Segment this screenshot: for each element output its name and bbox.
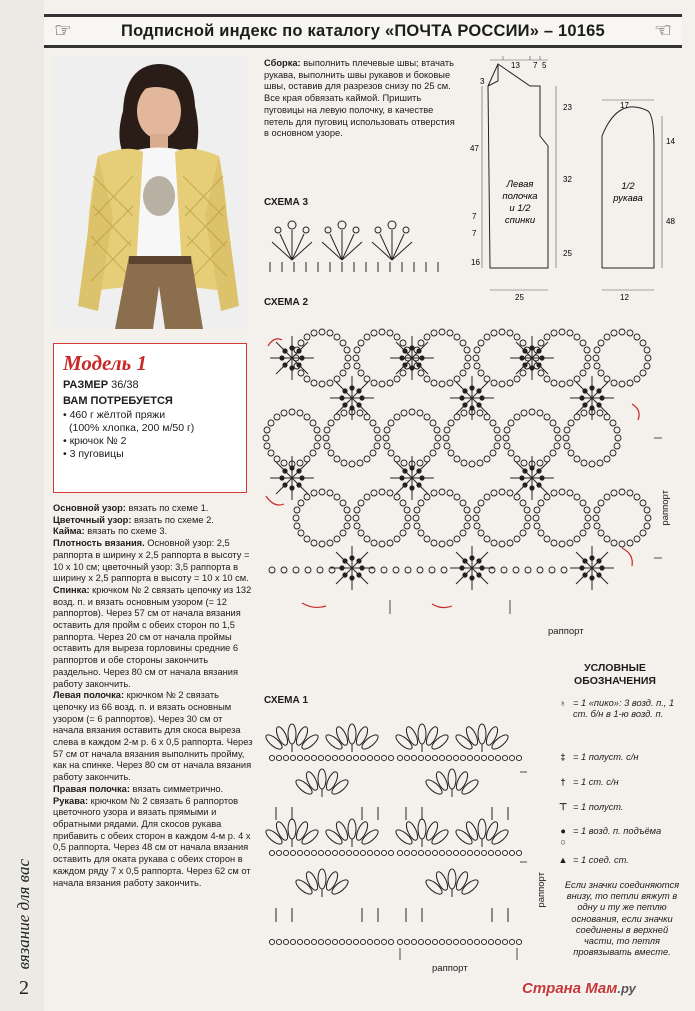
dim-top: 3 bbox=[480, 77, 485, 86]
sleeve-dim: 48 bbox=[666, 217, 675, 226]
instr-density-label: Плотность вязания. bbox=[53, 538, 145, 549]
watermark-site: Страна Мам bbox=[522, 980, 618, 997]
instr-right-text: вязать симметрично. bbox=[129, 783, 224, 794]
instructions-text bbox=[53, 503, 253, 889]
dim-left: 7 bbox=[472, 229, 477, 238]
legend-text: = 1 «пико»: 3 возд. п., 1 ст. б/н в 1-ю возд. п. bbox=[573, 698, 675, 719]
scheme-1-label: СХЕМА 1 bbox=[264, 695, 309, 706]
instr-back bbox=[53, 585, 253, 690]
sleeve-dim: 17 bbox=[620, 101, 629, 110]
model-title: Модель 1 bbox=[63, 351, 147, 375]
instr-flower-label: Цветочный узор: bbox=[53, 514, 132, 525]
model-photo-illustration bbox=[53, 56, 248, 329]
panel-label: спинки bbox=[504, 215, 536, 226]
scheme-3-chart bbox=[262, 210, 462, 274]
sleeve-label: рукава bbox=[613, 193, 643, 204]
instr-edge-text: вязать по схеме 3. bbox=[84, 526, 168, 537]
sleeve-dim: 14 bbox=[666, 137, 675, 146]
scheme-1-chart bbox=[262, 712, 527, 962]
pointing-hand-left-icon: ☜ bbox=[654, 20, 672, 42]
panel-label: и 1/2 bbox=[509, 203, 531, 214]
instr-sleeve-label: Рукава: bbox=[53, 795, 89, 806]
panel-label: полочка bbox=[502, 191, 538, 202]
legend-text: = 1 возд. п. подъёма bbox=[573, 826, 662, 836]
instr-left bbox=[53, 690, 253, 784]
model-photo bbox=[53, 56, 248, 329]
materials-list bbox=[63, 409, 237, 461]
instr-edge-label: Кайма: bbox=[53, 526, 85, 537]
half-double-crochet-icon: ‡ bbox=[560, 752, 566, 762]
scheme-3-label: СХЕМА 3 bbox=[264, 197, 309, 208]
page-number: 2 bbox=[19, 977, 29, 999]
legend-text: = 1 ст. с/н bbox=[573, 777, 619, 787]
panel-label: Левая bbox=[506, 179, 534, 190]
instr-right bbox=[53, 784, 253, 796]
dim-left: 16 bbox=[471, 258, 480, 267]
watermark bbox=[522, 980, 636, 997]
instr-left-text: крючком № 2 связать цепочку из 66 возд. п. и вязать основным узором (= 6 раппортов). Через 30 см от начала вязания оставить для скоса выреза слева в каждом 2-м р. 6 х 0,5 раппорта. Через 57 см от начала вязания выполнить пройму, как на спинке. Через 80 см от начала вязания работу закончить. bbox=[53, 690, 253, 783]
instr-flower bbox=[53, 515, 253, 527]
pointing-hand-icon: ☞ bbox=[54, 20, 72, 42]
legend-text: = 1 соед. ст. bbox=[573, 855, 629, 865]
instr-basic-label: Основной узор: bbox=[53, 503, 126, 513]
dim-bottom: 25 bbox=[515, 293, 524, 302]
dim-right: 25 bbox=[563, 249, 572, 258]
instr-left-label: Левая полочка: bbox=[53, 690, 125, 701]
instr-back-label: Спинка: bbox=[53, 584, 90, 595]
materials-item: • 3 пуговицы bbox=[63, 448, 124, 460]
dim-right: 23 bbox=[563, 103, 572, 112]
slip-stitch-icon: ▲ bbox=[558, 855, 568, 865]
size-label: РАЗМЕР bbox=[63, 379, 109, 391]
size-line bbox=[63, 379, 237, 391]
size-value: 36/38 bbox=[111, 379, 139, 391]
model-info-box bbox=[53, 343, 247, 493]
instr-right-label: Правая полочка: bbox=[53, 783, 130, 794]
scheme-2-rapport-vertical: раппорт bbox=[660, 490, 671, 526]
assembly-text bbox=[264, 58, 460, 140]
sleeve-label: 1/2 bbox=[621, 181, 635, 192]
scheme-1-rapport-horizontal: раппорт bbox=[432, 963, 468, 974]
dim-left: 47 bbox=[470, 144, 479, 153]
instr-density-text: Основной узор: 2,5 раппорта в ширину х 2,5 раппорта в высоту = 10 х 10 см; цветочный узор: 3,5 раппорта в ширину х 2,5 раппорта в высоту = 10 х 10 см. bbox=[53, 538, 250, 584]
legend-text: = 1 полуст. с/н bbox=[573, 752, 639, 762]
assembly-body: выполнить плечевые швы; втачать рукава, выполнить швы рукавов и боковые швы, оставив для разрезов снизу по 25 см. Все края обвязать каймой. Пришить пуговицы на левую полочку, в качестве петель для пуговиц использовать отверстия в основном узоре. bbox=[264, 58, 455, 139]
dim-top: 7 bbox=[533, 61, 538, 70]
double-crochet-icon: † bbox=[560, 777, 566, 787]
instr-basic-text: вязать по схеме 1. bbox=[125, 503, 209, 513]
materials-item: (100% хлопка, 200 м/50 г) bbox=[69, 422, 195, 434]
half-stitch-icon: ⊤ bbox=[558, 802, 568, 812]
assembly-label: Сборка: bbox=[264, 58, 301, 68]
materials-item: • 460 г жёлтой пряжи bbox=[63, 409, 166, 421]
pattern-diagram bbox=[468, 56, 688, 306]
panel-outline bbox=[488, 64, 548, 268]
chain-stitch-filled-icon: ● bbox=[560, 826, 566, 836]
scheme-2-label: СХЕМА 2 bbox=[264, 297, 309, 308]
header-title: Подписной индекс по каталогу «ПОЧТА РОССИИ» – 10165 bbox=[121, 21, 605, 40]
side-tab bbox=[14, 800, 34, 1000]
picot-icon: ♁ bbox=[559, 698, 567, 708]
instr-density bbox=[53, 538, 253, 585]
instr-back-text: крючком № 2 связать цепочку из 132 возд. п. и вязать основным узором (= 12 раппортов). Через 57 см от начала вязания оставить для пройм с обеих сторон по 1,5 раппорта. Через 20 см от начала проймы оставить для выреза горловины средние 6 раппортов и обе стороны закончить раздельно. Через 80 см от начала вязания работу закончить. bbox=[53, 584, 252, 689]
scheme-2-rapport-horizontal: раппорт bbox=[548, 626, 584, 637]
materials-title: ВАМ ПОТРЕБУЕТСЯ bbox=[63, 395, 173, 407]
instr-sleeve-text: крючком № 2 связать 6 раппортов цветочного узора и вязать прямыми и обратными рядами. Для скосов рукава прибавить с обеих сторон в каждом 4-м р. 4 х 0,5 раппорта. Через 48 см от начала вязания оставить для оката рукава с обеих сторон в каждом ряду 7 х 0,5 раппорта. Через 62 см от начала вязания работу закончить. bbox=[53, 795, 251, 888]
scheme-1-rapport-vertical: раппорт bbox=[536, 872, 547, 908]
dim-top: 13 bbox=[511, 61, 520, 70]
dim-top: 5 bbox=[542, 61, 547, 70]
instr-flower-text: вязать по схеме 2. bbox=[131, 514, 214, 525]
sleeve-dim: 12 bbox=[620, 293, 629, 302]
materials-item: • крючок № 2 bbox=[63, 435, 127, 447]
page-header bbox=[44, 14, 682, 48]
magazine-name: вязание для вас bbox=[14, 858, 33, 969]
legend-text: = 1 полуст. bbox=[573, 802, 624, 812]
legend-title: УСЛОВНЫЕ ОБОЗНАЧЕНИЯ bbox=[574, 662, 656, 687]
instr-edge bbox=[53, 526, 253, 538]
instr-basic bbox=[53, 503, 253, 515]
chain-stitch-open-icon: ○ bbox=[560, 837, 566, 847]
instr-sleeve bbox=[53, 796, 253, 890]
dim-right: 32 bbox=[563, 175, 572, 184]
scheme-2-chart bbox=[262, 318, 662, 618]
legend-note: Если значки соединяются внизу, то петли вяжут в одну и ту же петлю основания, если значки соединены в верхней части, то петля провязывать вместе. bbox=[564, 880, 680, 958]
dim-left: 7 bbox=[472, 212, 477, 221]
watermark-domain: .ру bbox=[617, 981, 636, 996]
